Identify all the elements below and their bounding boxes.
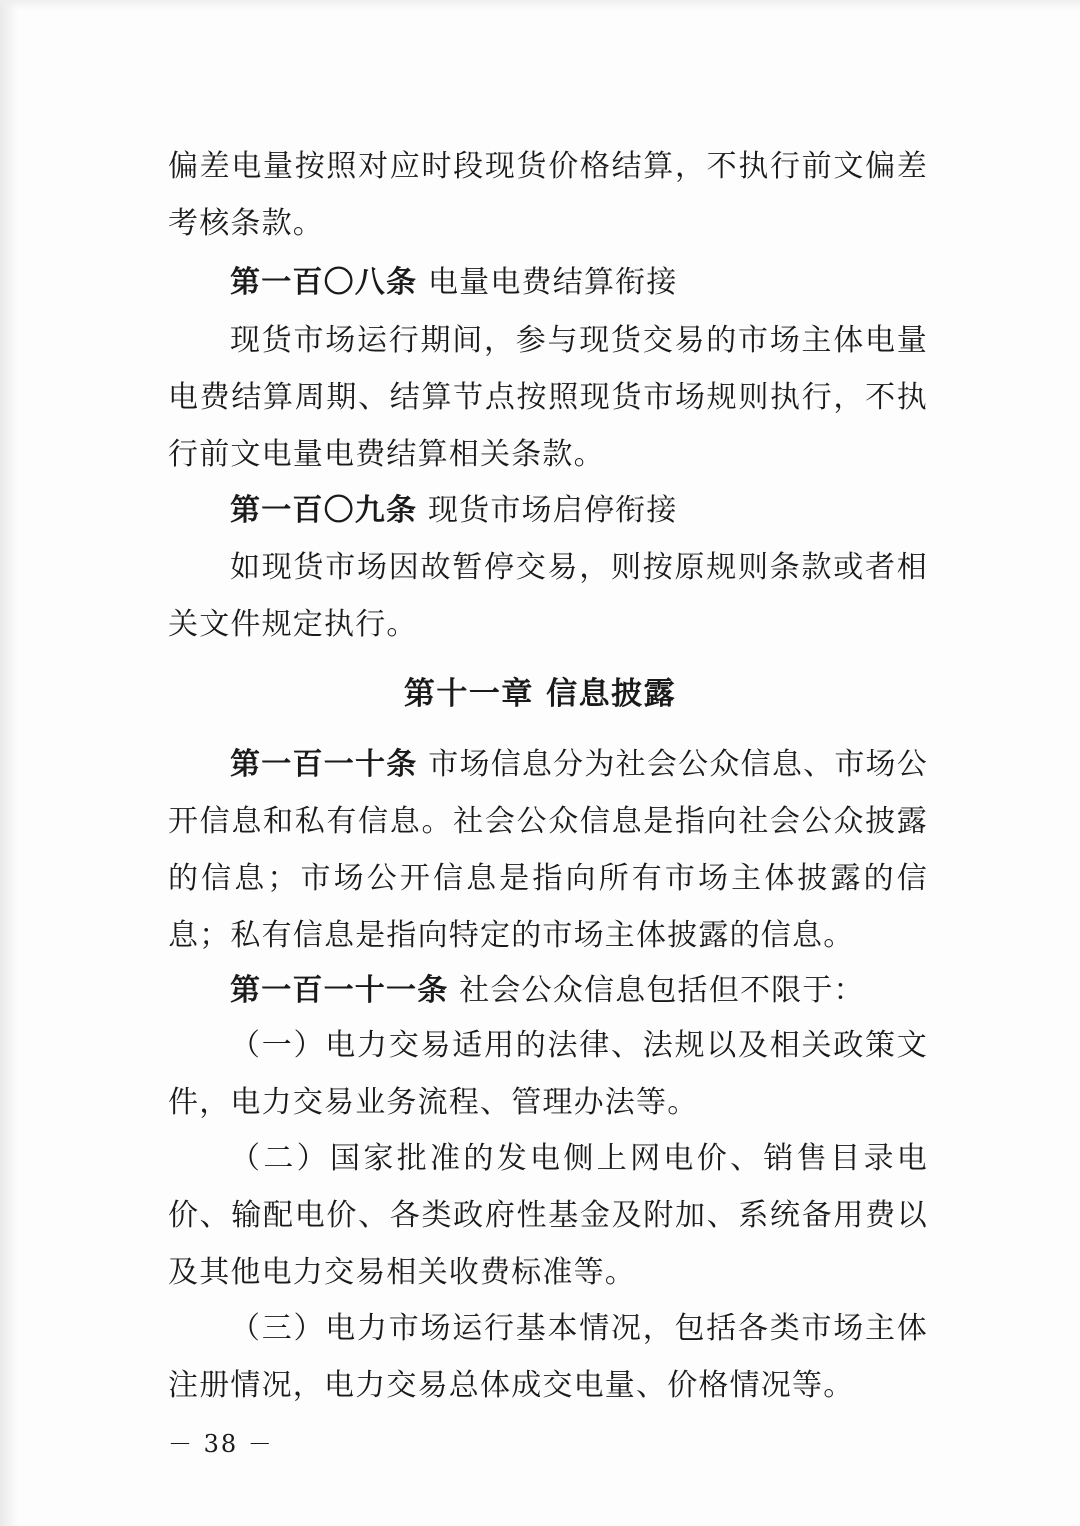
article-title: 现货市场启停衔接 xyxy=(427,493,678,528)
scan-edge-shadow xyxy=(0,0,18,1526)
article-108-heading xyxy=(168,254,928,311)
paragraph-text: 偏差电量按照对应时段现货价格结算，不执行前文偏差考核条款。 xyxy=(168,149,928,241)
paragraph-text: 市场信息分为社会公众信息、市场公开信息和私有信息。社会公众信息是指向社会公众披露的信息；市场公开信息是指向所有市场主体披露的信息；私有信息是指向特定的市场主体披露的信息。 xyxy=(168,747,928,953)
paragraph-text: （三）电力市场运行基本情况，包括各类市场主体注册情况，电力交易总体成交电量、价格情况等。 xyxy=(168,1311,928,1403)
page-number: － 38 － xyxy=(168,1430,274,1458)
article-111 xyxy=(168,962,928,1019)
list-item-3 xyxy=(168,1300,928,1414)
paragraph-text: （二）国家批准的发电侧上网电价、销售目录电价、输配电价、各类政府性基金及附加、系统备用费以及其他电力交易相关收费标准等。 xyxy=(168,1141,928,1290)
article-109-body xyxy=(168,539,928,653)
article-110 xyxy=(168,736,928,964)
list-item-2 xyxy=(168,1130,928,1301)
article-number: 第一百一十条 xyxy=(230,747,418,782)
article-108-body xyxy=(168,312,928,483)
paragraph-text: 如现货市场因故暂停交易，则按原规则条款或者相关文件规定执行。 xyxy=(168,550,928,642)
paragraph-text: 社会公众信息包括但不限于： xyxy=(459,973,865,1008)
paragraph-text: 现货市场运行期间，参与现货交易的市场主体电量电费结算周期、结算节点按照现货市场规则执行，不执行前文电量电费结算相关条款。 xyxy=(168,323,928,472)
list-item-1 xyxy=(168,1017,928,1131)
paragraph-continuation xyxy=(168,138,928,252)
article-number: 第一百〇九条 xyxy=(230,493,418,528)
paragraph-text: （一）电力交易适用的法律、法规以及相关政策文件，电力交易业务流程、管理办法等。 xyxy=(168,1028,928,1120)
chapter-heading: 第十一章 信息披露 xyxy=(403,676,677,712)
article-title: 电量电费结算衔接 xyxy=(427,265,678,300)
article-number: 第一百〇八条 xyxy=(230,265,418,300)
scan-top-shadow xyxy=(0,0,1080,10)
article-109-heading xyxy=(168,482,928,539)
article-number: 第一百一十一条 xyxy=(230,973,449,1008)
